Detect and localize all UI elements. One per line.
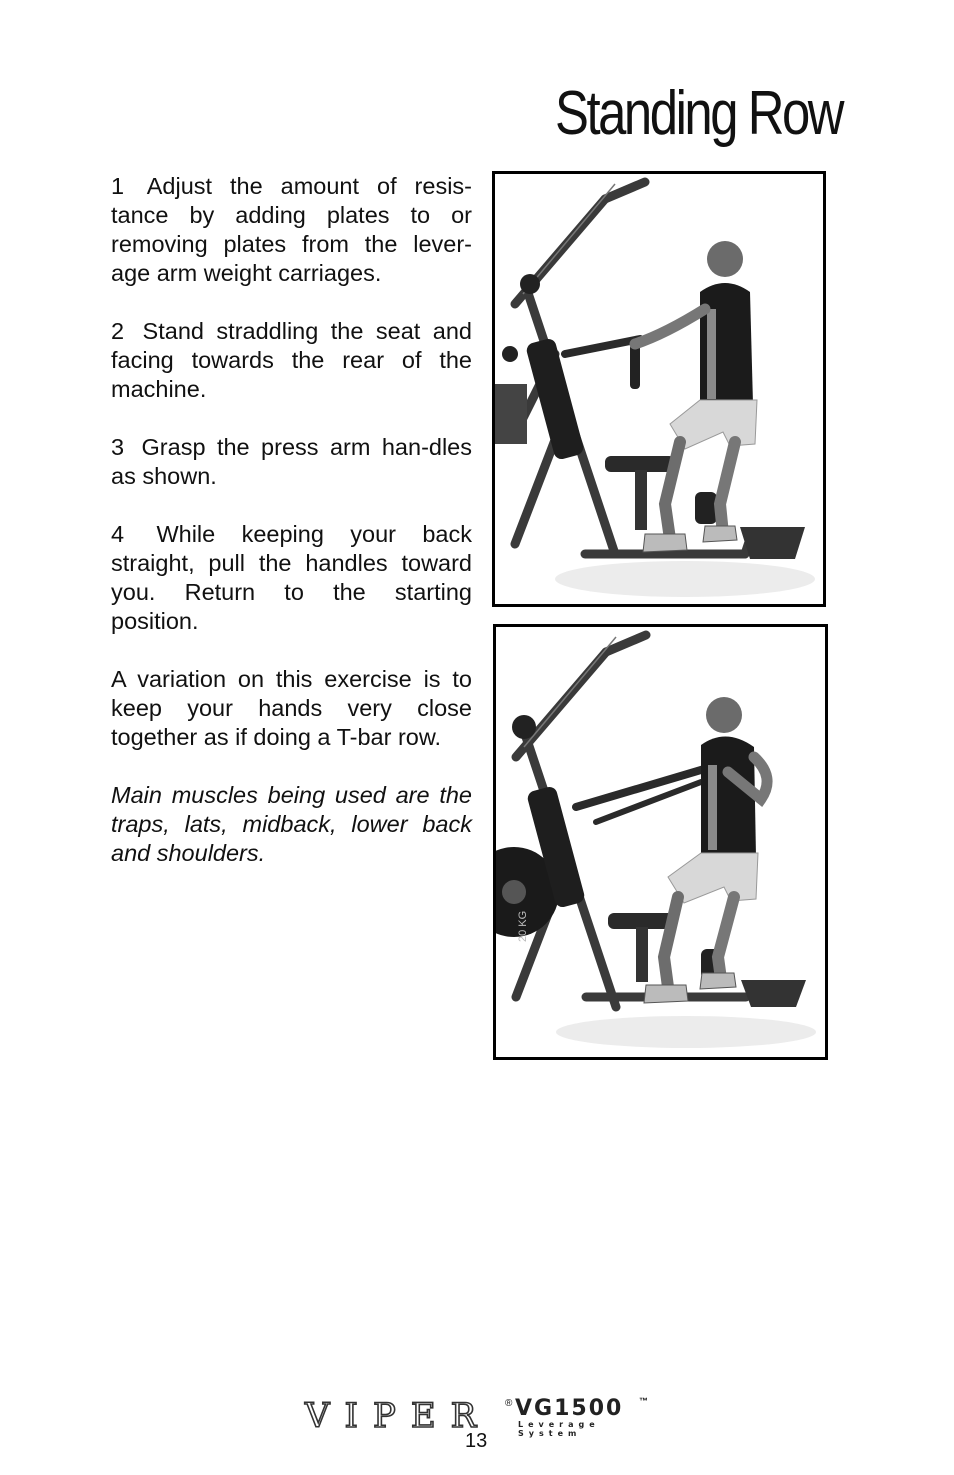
step-text: While keeping your back straight, pull the handles toward you. Return to the starting position.	[111, 521, 472, 634]
page-number: 13	[465, 1430, 488, 1452]
plate-label: 20 KG	[517, 910, 529, 942]
step-text: Adjust the amount of resis-tance by adding plates to or removing plates from the lever-age arm weight carriages.	[111, 173, 472, 286]
instruction-step-2	[111, 317, 472, 404]
brand-tagline: Leverage System	[518, 1420, 600, 1438]
step-text: Stand straddling the seat and facing towards the rear of the machine.	[111, 318, 473, 402]
step-number: 4	[111, 521, 125, 547]
machine-illustration	[495, 174, 823, 604]
instruction-step-4	[111, 520, 472, 636]
brand-model: VG1500	[515, 1396, 624, 1421]
exercise-photo-start	[492, 171, 826, 607]
brand-logo	[305, 1396, 655, 1438]
instruction-step-3	[111, 433, 472, 491]
muscles-note: Main muscles being used are the traps, lats, midback, lower back and shoulders.	[111, 782, 472, 866]
registered-mark: ®	[505, 1398, 513, 1409]
variation-note: A variation on this exercise is to keep your hands very close together as if doing a T-bar row.	[111, 666, 472, 750]
machine-illustration	[496, 627, 825, 1057]
step-number: 2	[111, 318, 125, 344]
instruction-step-1	[111, 172, 472, 288]
step-number: 1	[111, 173, 125, 199]
step-text: Grasp the press arm han-dles as shown.	[111, 434, 472, 489]
page-title: Standing Row	[554, 79, 842, 148]
exercise-photo-finish	[493, 624, 828, 1060]
trademark-mark: ™	[639, 1396, 648, 1406]
instructions-column	[111, 172, 472, 897]
step-number: 3	[111, 434, 125, 460]
brand-name: VIPER	[305, 1396, 492, 1436]
